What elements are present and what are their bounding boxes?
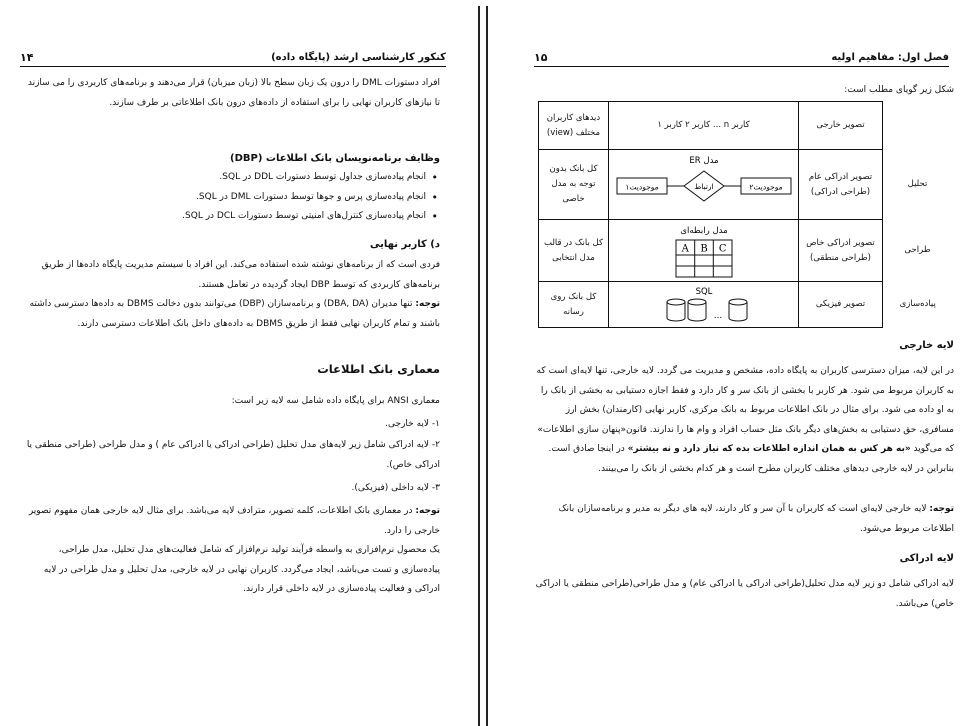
storage-diagram-svg — [611, 284, 797, 326]
layer-cell-conceptual: تصویر ادراکی عام (طراحی ادراکی) — [799, 150, 883, 220]
table-row — [539, 150, 953, 220]
list-item: • انجام پیاده‌سازی جداول توسط دستورات DDL در SQL. — [20, 168, 426, 188]
external-note — [534, 500, 954, 539]
architecture-item-1: ۱- لایه خارجی. — [385, 419, 440, 429]
figure-intro: شکل زیر گویای مطلب است: — [844, 85, 954, 95]
intro-paragraph: افراد دستورات DML را درون یک زبان سطح بالا (زبان میزبان) قرار می‌دهند و برنامه‌های کاربردی را می سازند تا نیازهای کاربران نهایی را برای استفاده از داده‌های درون بانک اطلاعاتی بر طرف سازند. — [27, 78, 440, 108]
external-text-part-a: در این لایه، میزان دسترسی کاربران به پایگاه داده، مشخص و مدیریت می گردد. لایه خارجی، تنها لایه‌ای است که به کاربران مربوط می شود. هر کاربر با بخشی از بانک سر و کار دارد و فقط اجازه دستیابی به بخشی از بانک را به او داده می شود. برای مثال در بانک اطلاعات مربوط به بانک مرکزی، کاربر نهایی (کارمندان) بخش ارز مسافری، حق دستیابی به بخش‌های دیگر بانک مثل حساب افراد و وام ها را ندارند. قانون«پنهان سازی اطلاعات» که می‌گوید — [536, 366, 954, 454]
design-note-cell: کل بانک در قالب مدل انتخابی — [539, 220, 609, 282]
external-note-text: لایه خارجی لایه‌ای است که کاربران با آن سر و کار دارند، لایه های دیگر به مدیر و برنامه‌سازان بانک اطلاعات مربوط می‌شود. — [558, 504, 954, 534]
right-page-header — [534, 50, 949, 67]
note-1-label: توجه: — [415, 299, 440, 309]
side-label-design: طراحی — [904, 245, 931, 255]
er-model-title: مدل ER — [689, 156, 719, 166]
relational-model-title: مدل رابطه‌ای — [680, 226, 728, 236]
database-cylinder-icon — [688, 299, 706, 321]
er-diagram — [611, 150, 796, 219]
external-layer-heading: لایه خارجی — [899, 340, 954, 351]
external-text-bold: «به هر کس به همان اندازه اطلاعات بده که نیاز دارد و نه بیشتر» — [627, 444, 911, 454]
database-cylinder-icon — [729, 299, 747, 321]
layer-cell-logical: تصویر ادراکی خاص (طراحی منطقی) — [799, 220, 883, 282]
left-header-title: کنکور کارشناسی ارشد (پایگاه داده) — [271, 52, 446, 63]
external-text-part-b: در اینجا صادق است. بنابراین در لایه خارجی دیدهای مختلف کاربران مطرح است و هر کدام بخشی از بانک را می‌بینند. — [548, 444, 954, 474]
column-c-label: C — [718, 243, 727, 255]
er-diagram-svg — [611, 152, 797, 218]
final-paragraph: یک محصول نرم‌افزاری به واسطه فرآیند تولید نرم‌افزار که شامل فعالیت‌های مدل تحلیل، مدل طراحی، پیاده‌سازی و تست می‌باشد، ایجاد می‌گردد. کاربران نهایی در لایه خارجی، مدل تحلیل و مدل طراحی در لایه ادراکی و فعالیت پیاده‌سازی در لایه داخلی قرار دارند. — [43, 545, 440, 594]
right-page-number: ۱۵ — [534, 51, 548, 64]
left-page — [0, 6, 480, 726]
note-1-text: تنها مدیران (DBA, DA) و برنامه‌سازان (DBP) می‌توانند بدون دخالت DBMS به داده‌ها دسترسی داشته باشند و تمام کاربران نهایی فقط از طریق DBMS به داده‌های داخل بانک اطلاعات دسترسی دارند. — [29, 299, 440, 329]
column-a-label: A — [681, 243, 689, 255]
architecture-intro: معماری ANSI برای پایگاه داده شامل سه لایه زیر است: — [231, 396, 440, 406]
left-page-number: ۱۴ — [20, 51, 34, 64]
table-row — [539, 282, 953, 328]
enduser-heading: د) کاربر نهایی — [370, 239, 440, 250]
list-item: • انجام پیاده‌سازی پرس و جوها توسط دستورات DML در SQL. — [20, 188, 426, 208]
side-label-analysis: تحلیل — [907, 179, 928, 189]
note-2 — [20, 502, 440, 541]
note-1 — [20, 295, 440, 334]
relational-model-cell — [609, 220, 799, 282]
side-label-implementation: پیاده‌سازی — [899, 299, 936, 309]
dbp-heading: وظایف برنامه‌نویسان بانک اطلاعات (DBP) — [230, 153, 440, 164]
relational-diagram — [611, 220, 796, 281]
er-model-cell — [609, 150, 799, 220]
physical-note-cell: کل بانک روی رسانه — [539, 282, 609, 328]
sql-cell — [609, 282, 799, 328]
enduser-text: فردی است که از برنامه‌های نوشته شده استفاده می‌کند. این افراد با سیستم مدیریت پایگاه داده‌ها از طریق برنامه‌های کاربردی که توسط DBP ایجاد گردیده در تعامل هستند. — [41, 260, 440, 290]
conceptual-layer-heading: لایه ادراکی — [899, 553, 954, 564]
view-note-cell: دیدهای کاربران مختلف (view) — [539, 102, 609, 150]
table-row — [539, 220, 953, 282]
architecture-item-2: ۲- لایه ادراکی شامل زیر لایه‌های مدل تحلیل (طراحی ادراکی یا ادراکی عام ) و مدل طراحی (طراحی منطقی یا ادراکی خاص). — [26, 440, 440, 470]
entity-2-label: موجودیت۲ — [749, 182, 783, 192]
external-layer-text — [534, 362, 954, 479]
dbp-list — [20, 168, 440, 227]
database-cylinder-icon — [667, 299, 685, 321]
storage-diagram — [611, 282, 796, 327]
analysis-note-cell: کل بانک بدون توجه به مدل خاصی — [539, 150, 609, 220]
table-row — [539, 102, 953, 150]
left-page-header — [20, 50, 446, 67]
layer-cell-physical: تصویر فیزیکی — [799, 282, 883, 328]
external-note-label: توجه: — [929, 504, 954, 514]
conceptual-layer-text: لایه ادراکی شامل دو زیر لایه مدل تحلیل(طراحی ادراکی یا ادراکی عام) و مدل طراحی(طراحی منطقی یا ادراکی خاص) می‌باشد. — [535, 579, 954, 609]
relational-diagram-svg — [611, 222, 797, 280]
layer-cell-external: تصویر خارجی — [799, 102, 883, 150]
note-2-label: توجه: — [415, 506, 440, 516]
architecture-heading: معماری بانک اطلاعات — [317, 362, 440, 376]
relationship-label: ارتباط — [694, 182, 714, 191]
column-b-label: B — [700, 243, 708, 255]
sql-label: SQL — [695, 287, 713, 297]
note-2-text: در معماری بانک اطلاعات، کلمه تصویر، مترادف لایه می‌باشد. برای مثال لایه خارجی همان مفهوم تصویر خارجی را دارد. — [28, 506, 440, 536]
architecture-table — [538, 101, 952, 327]
ellipsis-label: ... — [713, 311, 723, 321]
right-page — [486, 6, 967, 726]
architecture-item-3: ۳- لایه داخلی (فیزیکی). — [351, 483, 440, 493]
list-item: • انجام پیاده‌سازی کنترل‌های امنیتی توسط دستورات DCL در SQL. — [20, 207, 426, 227]
entity-1-label: موجودیت۱ — [625, 182, 659, 192]
right-header-title: فصل اول: مفاهیم اولیه — [831, 52, 949, 63]
users-cell: کاربر n ... کاربر ۲ کاربر ۱ — [609, 102, 799, 150]
